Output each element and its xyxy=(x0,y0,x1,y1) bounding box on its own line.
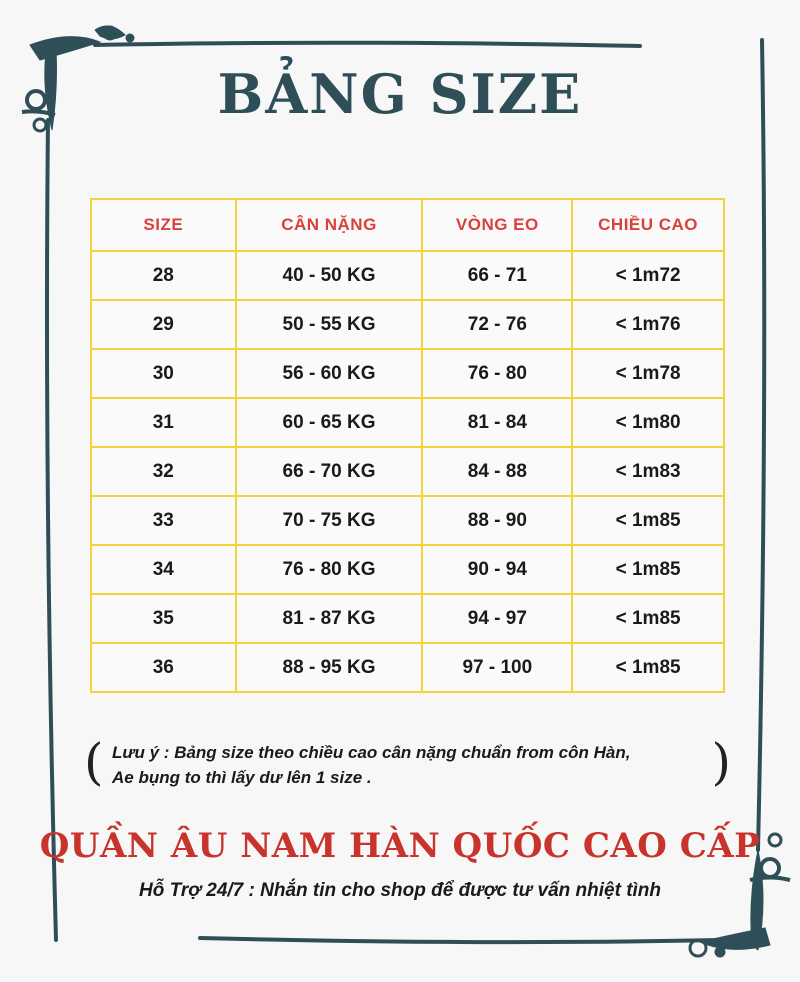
header-size: SIZE xyxy=(91,199,236,251)
table-header-row xyxy=(91,199,724,251)
cell-waist: 90 - 94 xyxy=(422,545,572,594)
cell-height: < 1m76 xyxy=(572,300,724,349)
cell-size: 32 xyxy=(91,447,236,496)
cell-weight: 56 - 60 KG xyxy=(236,349,423,398)
cell-size: 35 xyxy=(91,594,236,643)
table-row xyxy=(91,398,724,447)
page-title: BẢNG SIZE xyxy=(217,62,583,126)
header-weight: CÂN NẶNG xyxy=(236,199,423,251)
cell-waist: 76 - 80 xyxy=(422,349,572,398)
table-row xyxy=(91,349,724,398)
cell-waist: 81 - 84 xyxy=(422,398,572,447)
note-line-1: Lưu ý : Bảng size theo chiều cao cân nặng chuẩn from côn Hàn, xyxy=(112,743,631,762)
note-line-2: Ae bụng to thì lấy dư lên 1 size . xyxy=(112,768,372,787)
cell-size: 31 xyxy=(91,398,236,447)
size-table xyxy=(90,198,725,693)
cell-waist: 88 - 90 xyxy=(422,496,572,545)
cell-height: < 1m85 xyxy=(572,643,724,692)
cell-weight: 76 - 80 KG xyxy=(236,545,423,594)
cell-waist: 66 - 71 xyxy=(422,251,572,300)
cell-height: < 1m72 xyxy=(572,251,724,300)
cell-waist: 94 - 97 xyxy=(422,594,572,643)
cell-height: < 1m78 xyxy=(572,349,724,398)
size-note xyxy=(84,733,731,794)
brand-heading: QUẦN ÂU NAM HÀN QUỐC CAO CẤP xyxy=(39,826,761,866)
cell-weight: 40 - 50 KG xyxy=(236,251,423,300)
table-row xyxy=(91,545,724,594)
cell-height: < 1m83 xyxy=(572,447,724,496)
cell-height: < 1m85 xyxy=(572,545,724,594)
table-row xyxy=(91,300,724,349)
cell-height: < 1m85 xyxy=(572,594,724,643)
note-close-paren: ) xyxy=(711,733,731,791)
cell-height: < 1m85 xyxy=(572,496,724,545)
cell-size: 36 xyxy=(91,643,236,692)
table-row xyxy=(91,447,724,496)
table-row xyxy=(91,251,724,300)
table-row xyxy=(91,643,724,692)
cell-weight: 50 - 55 KG xyxy=(236,300,423,349)
cell-weight: 66 - 70 KG xyxy=(236,447,423,496)
cell-size: 33 xyxy=(91,496,236,545)
note-text xyxy=(112,740,703,790)
cell-size: 30 xyxy=(91,349,236,398)
cell-weight: 81 - 87 KG xyxy=(236,594,423,643)
cell-weight: 70 - 75 KG xyxy=(236,496,423,545)
header-waist: VÒNG EO xyxy=(422,199,572,251)
table-row xyxy=(91,496,724,545)
note-open-paren: ( xyxy=(84,733,104,791)
cell-waist: 97 - 100 xyxy=(422,643,572,692)
header-height: CHIỀU CAO xyxy=(572,199,724,251)
cell-waist: 84 - 88 xyxy=(422,447,572,496)
cell-weight: 88 - 95 KG xyxy=(236,643,423,692)
cell-size: 34 xyxy=(91,545,236,594)
cell-waist: 72 - 76 xyxy=(422,300,572,349)
table-row xyxy=(91,594,724,643)
support-text: Hỗ Trợ 24/7 : Nhắn tin cho shop để được tư vấn nhiệt tình xyxy=(138,880,662,901)
cell-weight: 60 - 65 KG xyxy=(236,398,423,447)
cell-height: < 1m80 xyxy=(572,398,724,447)
cell-size: 29 xyxy=(91,300,236,349)
cell-size: 28 xyxy=(91,251,236,300)
